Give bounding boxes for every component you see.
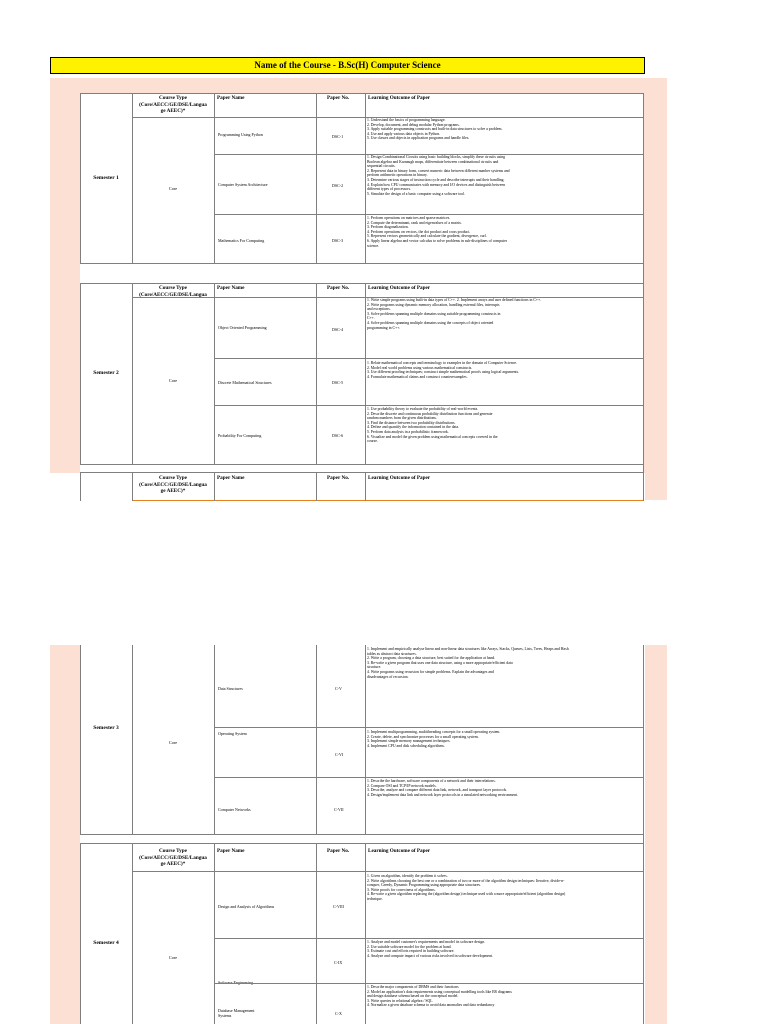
semester-4-paper-name-header: Paper Name — [217, 848, 245, 854]
semester-2-paper-name-header: Paper Name — [217, 285, 245, 291]
semester-2-course-type-header: Course Type (Core/AECC/GE/DSE/Langua — [139, 285, 207, 298]
semester-1-paper-2-name: Computer System Architecture — [218, 182, 268, 187]
semester-2-paper-1-outcome: 1. Write simple programs using built-in data types of C++. 2. Implement arrays and user defined functions in C++. 2. Write programs using dynamic memory allocation, handling external files, interrupts and exceptions. 3. Solve problems spanning multiple domains using suitable programming constructs in C++. 4. Solve problems spanning multiple domains using the concepts of object oriented programming in C++. — [367, 298, 542, 330]
semester-3-paper-1-name: Data Structures — [218, 686, 243, 691]
semester-4-paper-3-outcome: 1. Describe major components of DBMS and their functions 2. Model an application's data requirements using conceptual modelling tools like ER diagrams and design database schema based on the conceptual model. 3. Write queries in relational algebra / SQL 4. Normalize a given database schema to avoid data anomalies and data redundancy — [367, 985, 512, 1008]
semester-2-course-type: Core — [168, 378, 178, 383]
semester-2-paper-2-name: Discrete Mathematical Structures — [218, 380, 272, 385]
semester-2-paper-2-outcome: 1. Relate mathematical concepts and terminology to examples in the domain of Computer Science. 2. Model real world problems using various mathematical constructs. 3. Use different proofing techniques; construct simple mathematical proofs using logical arguments. 4. Formulate mathematical claims and construct counterexamples. — [367, 361, 520, 379]
semester-4-outcome-header: Learning Outcome of Paper — [368, 848, 431, 854]
semester-3-outcome-header: Learning Outcome of Paper — [368, 475, 431, 481]
semester-2-paper-1-name: Object Oriented Programming — [218, 325, 267, 330]
semester-2-paper-no-header: Paper No. — [327, 285, 350, 291]
semester-3-paper-no-header: Paper No. — [327, 475, 350, 481]
semester-4-course-type-header: Course Type (Core/AECC/GE/DSE/Langua ge AEEC)* — [139, 848, 207, 867]
semester-2-paper-1-no: DSC-4 — [332, 327, 344, 332]
semester-4-paper-1-name: Design and Analysis of Algorithms — [218, 904, 275, 909]
semester-4-paper-3-no: C-X — [335, 1011, 342, 1016]
semester-3-paper-2-no: C-VI — [335, 752, 344, 757]
semester-4-paper-2-outcome: 1. Analyze and model customer's requirements and model its software design. 2. Use suitable software model for the problem at hand. 3. Estimate cost and efforts required in building software. 4. Analyze and compute impact of various risks involved in software development. — [367, 940, 494, 958]
semester-4-paper-1-outcome: 1. Given an algorithm, identify the problem it solves. 2. Write algorithms choosing the best one or a combination of two or more of the algorithm design techniques: Iterative, divide-n- conquer, Greedy, Dynamic Programming using appropriate data structures. 3. Write proofs for correctness of algorithms. 4. Re-write a given algorithm replacing the (algorithm design) technique used with a more appropriate/efficient (algorithm design) technique. — [367, 874, 566, 901]
semester-1-paper-2-outcome: 1. Design Combinational Circuits using basic building blocks, simplify these circuits using Boolean algebra and Karnaugh maps, differentiate between combinational circuits and sequential circuits. 2. Represent data in binary form, convert numeric data between different number systems and perform arithmetic operations in binary. 3. Determine various stages of instruction cycle and describe interrupts and their handling. 4. Explain how CPU communicates with memory and I/O devices and distinguish between different types of processors. 5. Simulate the design of a basic computer using a software tool. — [367, 155, 510, 196]
semester-4-paper-2-no: C-IX — [334, 960, 343, 965]
semester-3-paper-2-outcome: 1. Implement multiprogramming, multithreading concepts for a small operating system. 2. Create, delete, and synchronize processes for a small operating system. 3. Implement simple memory management techniques. 4. Implement CPU and disk scheduling algorithms. — [367, 730, 501, 748]
semester-2-label: Semester 2 — [93, 370, 119, 376]
semester-2-paper-3-outcome: 1. Use probability theory to evaluate the probability of real-world events. 2. Describe discrete and continuous probability distribution functions and generate random numbers from the given distributions. 3. Find the distance between two probability distributions. 4. Define and quantify the information contained in the data. 5. Perform data analysis in a probabilistic framework. 6. Visualize and model the given problem using mathematical concepts covered in the course. — [367, 407, 498, 444]
semester-1-course-type: Core — [168, 186, 178, 191]
semester-4-paper-3-name: Database Management Systems — [218, 1008, 255, 1018]
semester-2-paper-3-name: Probability For Computing — [218, 433, 262, 438]
semester-4-paper-no-header: Paper No. — [327, 848, 350, 854]
semester-1-paper-3-name: Mathematics For Computing — [218, 238, 265, 243]
semester-3-paper-3-no: C-VII — [334, 807, 344, 812]
semester-3-course-type-header: Course Type (Core/AECC/GE/DSE/Langua ge AEEC)* — [139, 475, 207, 494]
semester-1-paper-no-header: Paper No. — [327, 95, 350, 101]
semester-1-paper-3-no: DSC-3 — [332, 238, 344, 243]
semester-4-paper-1-no: C-VIII — [333, 904, 344, 909]
semester-1-paper-1-name: Programming Using Python — [218, 132, 263, 137]
page1-sheet-margin-right — [645, 78, 667, 500]
semester-1-label: Semester 1 — [93, 175, 119, 181]
semester-2-paper-3-no: DSC-6 — [332, 433, 344, 438]
semester-1-paper-name-header: Paper Name — [217, 95, 245, 101]
semester-1-paper-1-no: DSC-1 — [332, 134, 344, 139]
semester-2-outcome-header: Learning Outcome of Paper — [368, 285, 431, 291]
semester-3-paper-3-name: Computer Networks — [218, 807, 251, 812]
semester-3-paper-3-outcome: 1. Describe the hardware, software components of a network and their interrelations. 2. Compare OSI and TCP/IP network models. 3. Describe, analyze and compare different data link, network, and transport layer protocols. 4. Design/implement data link and network layer protocols in a simulated networking environment. — [367, 779, 518, 797]
page2-sheet-background — [50, 645, 80, 1024]
semester-1-paper-3-outcome: 1. Perform operations on matrices and sparse matrices. 2. Compute the determinant, rank and eigenvalues of a matrix. 3. Perform diagonalization. 4. Perform operations on vectors, the dot product and cross product. 5. Represent vectors geometrically and calculate the gradient, divergence, curl. 6. Apply linear algebra and vector calculus to solve problems in sub-disciplines of computer science. — [367, 216, 508, 248]
semester-3-course-type: Core — [168, 740, 178, 745]
semester-3-paper-2-name: Operating System — [218, 731, 247, 736]
semester-3-paper-1-no: C-V — [335, 686, 342, 691]
course-title: Name of the Course - B.Sc(H) Computer Science — [50, 57, 645, 74]
semester-1-course-type-header: Course Type (Core/AECC/GE/DSE/Langua ge AEEC)* — [139, 95, 207, 114]
semester-1-paper-1-outcome: 1. Understand the basics of programming language. 2. Develop, document, and debug modular Python programs. 3. Apply suitable programming constructs and built-in data structures to solve a problem. 4. Use and apply various data objects in Python. 5. Use classes and objects in application programs and handle files. — [367, 118, 503, 141]
semester-1-outcome-header: Learning Outcome of Paper — [368, 95, 431, 101]
semester-1-paper-2-no: DSC-2 — [332, 183, 344, 188]
semester-4-label: Semester 4 — [93, 940, 119, 946]
semester-3-paper-name-header: Paper Name — [217, 475, 245, 481]
semester-3-paper-1-outcome: 1. Implement and empirically analyse linear and non-linear data structures like Arrays, Stacks, Queues, Lists, Trees, Heaps and Hash tables as abstract data structures. 2. Write a program, choosing a data structure, best suited for the application at hand. 3. Re-write a given program that uses one data structure, using a more appropriate/efficient data structure. 4. Write programs using recursion for simple problems. Explain the advantages and disadvantages of recursion. — [367, 647, 569, 679]
page2-sheet-margin-right — [645, 645, 667, 1024]
semester-4-course-type: Core — [168, 955, 178, 960]
semester-2-paper-2-no: DSC-5 — [332, 380, 344, 385]
semester-3-label: Semester 3 — [93, 725, 119, 731]
